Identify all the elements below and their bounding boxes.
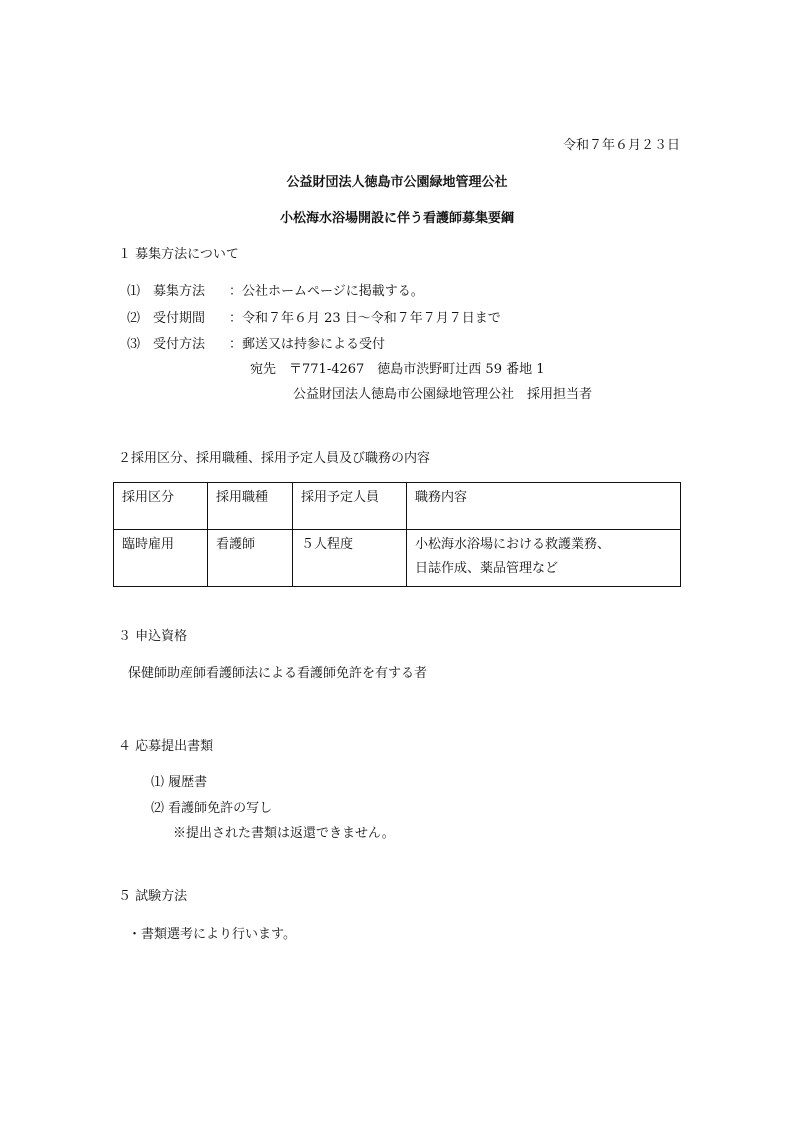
section1-item-method	[127, 283, 424, 301]
table-header-cell: 職務内容	[407, 483, 681, 530]
section1-heading: １ 募集方法について	[118, 247, 239, 262]
table-header-cell: 採用職種	[208, 483, 293, 530]
item-label: 受付方法	[153, 337, 206, 352]
item-number: ⑶	[127, 337, 141, 352]
table-header-row	[114, 483, 681, 530]
address-line-2: 公益財団法人徳島市公園緑地管理公社 採用担当者	[293, 387, 593, 402]
section5-heading: ５ 試験方法	[118, 889, 188, 904]
table-cell: ５人程度	[293, 530, 407, 587]
section5-text: ・書類選考により行います。	[128, 927, 296, 942]
section4-item-license-copy: ⑵ 看護師免許の写し	[151, 801, 273, 816]
section3-heading: ３ 申込資格	[118, 629, 188, 644]
section4-heading: ４ 応募提出書類	[118, 739, 214, 754]
duties-line-2: 日誌作成、薬品管理など	[415, 561, 559, 576]
item-label: 受付期間	[153, 311, 206, 326]
organization-name: 公益財団法人徳島市公園緑地管理公社	[286, 175, 508, 190]
table-cell-duties	[407, 530, 681, 587]
section4-note: ※提出された書類は返還できません。	[173, 826, 395, 841]
item-number: ⑴	[127, 284, 141, 299]
item-value: ：令和７年６月 23 日～令和７年７月７日まで	[229, 311, 501, 326]
table-cell: 看護師	[208, 530, 293, 587]
section3-text: 保健師助産師看護師法による看護師免許を有する者	[128, 666, 428, 681]
item-value: ：郵送又は持参による受付	[229, 337, 386, 352]
item-number: ⑵	[127, 311, 141, 326]
table-row	[114, 530, 681, 587]
table-header-cell: 採用区分	[114, 483, 208, 530]
address-line-1: 宛先 〒771-4267 徳島市渋野町辻西 59 番地 1	[250, 362, 545, 377]
table-header-cell: 採用予定人員	[293, 483, 407, 530]
recruitment-table	[113, 482, 681, 587]
item-label: 募集方法	[153, 284, 206, 299]
section1-item-period	[127, 310, 501, 328]
document-date: 令和７年６月２３日	[562, 138, 680, 153]
item-value: ：公社ホームページに掲載する。	[229, 284, 424, 299]
section1-item-reception	[127, 336, 385, 354]
section2-heading: ２採用区分、採用職種、採用予定人員及び職務の内容	[118, 451, 431, 466]
document-title: 小松海水浴場開設に伴う看護師募集要綱	[279, 211, 514, 226]
table-cell: 臨時雇用	[114, 530, 208, 587]
section4-item-resume: ⑴ 履歴書	[151, 775, 208, 790]
duties-line-1: 小松海水浴場における救護業務、	[415, 537, 611, 552]
